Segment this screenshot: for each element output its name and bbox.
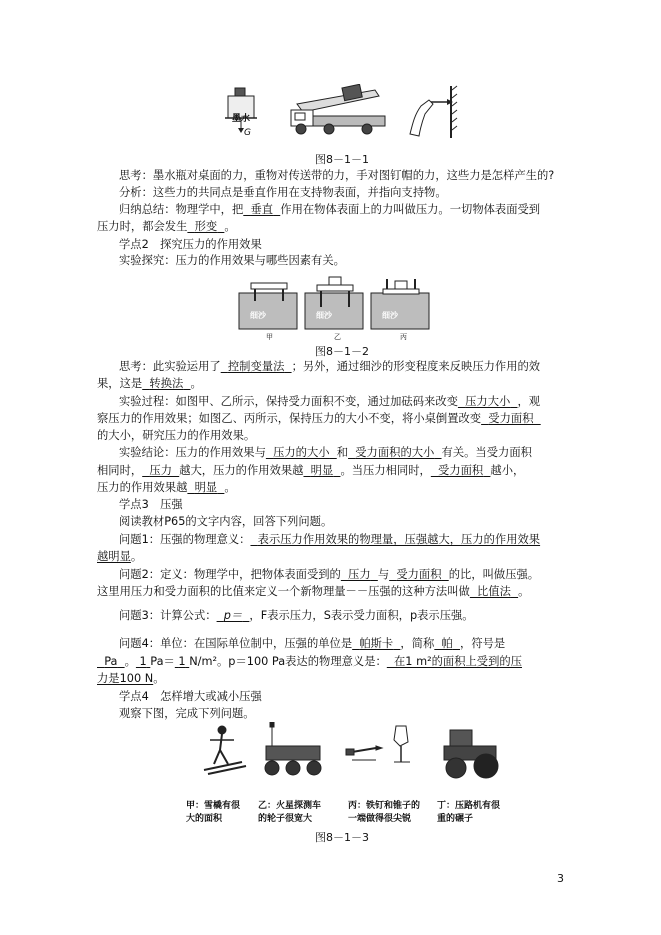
- text-run: 察压力的作用效果；如图乙、丙所示，保持压力的大小不变，将小桌倒置改变: [97, 412, 482, 425]
- text-run: 。: [224, 220, 236, 233]
- answer-text: 1: [178, 655, 186, 668]
- text-run: ，简称: [400, 637, 435, 650]
- sand-label-bing: 细沙: [382, 311, 398, 320]
- answer-text: 垂直: [250, 203, 274, 216]
- question-4-line-3: [97, 671, 165, 687]
- answer-text: 形变: [194, 220, 218, 233]
- caption-ding-line-2: 重的碾子: [437, 814, 474, 824]
- text-run: 作用在物体表面上的力叫做压力。一切物体表面受到: [280, 203, 541, 216]
- page-number: 3: [557, 872, 564, 885]
- answer-text: 压力的大小: [273, 446, 330, 459]
- conclusion-line-3: [97, 480, 236, 496]
- text-run: 压力时，都会发生: [97, 220, 188, 233]
- answer-text: 明显: [194, 481, 218, 494]
- text-run: 压力的作用效果越: [97, 481, 188, 494]
- conclusion-line-2: [97, 463, 524, 479]
- text-run: 归纳总结：物理学中，把: [119, 203, 244, 216]
- experiment-yi: [305, 277, 363, 329]
- text-run: 思考：此实验运用了: [119, 360, 221, 373]
- answer-blank: [136, 655, 150, 668]
- answer-text: 转换法: [149, 377, 184, 390]
- text-run: 这里用压力和受力面积的比值来定义一个新物理量－－压强的这种方法叫做: [97, 585, 470, 598]
- answer-blank: [387, 655, 522, 668]
- question-3-line: [119, 608, 474, 624]
- label-bing: 丙: [400, 333, 407, 341]
- sand-label-jia: 细沙: [250, 311, 266, 320]
- caption-bing-line-2: 一端做得很尖锐: [348, 814, 412, 824]
- caption-bing-line-1: 丙：铁钉和锥子的: [348, 801, 421, 811]
- answer-text: 压力: [149, 464, 172, 477]
- text-run: 。当压力相同时，: [340, 464, 431, 477]
- caption-yi-line-2: 的轮子很宽大: [258, 814, 313, 824]
- text-run: 相同时，: [97, 464, 143, 477]
- process-line-3: 的大小，研究压力的作用效果。: [97, 429, 256, 442]
- caption-yi-line-1: 乙：火星探测车: [258, 801, 322, 811]
- answer-text: 压力大小: [465, 395, 511, 408]
- skier-illustration: [204, 726, 246, 774]
- figure-8-1-1: [225, 84, 465, 140]
- caption-ding: [437, 800, 500, 826]
- experiment-bing: [371, 279, 429, 329]
- hand-pin-illustration: [394, 726, 410, 762]
- text-run: 越大，压力的作用效果越: [179, 464, 304, 477]
- text-run: 。: [130, 550, 143, 563]
- conclusion-line-1: [119, 445, 532, 461]
- answer-blank: [97, 655, 125, 668]
- process-line-2: [97, 411, 541, 427]
- figure-caption-8-1-2: 图8－1－2: [315, 345, 369, 358]
- answer-blank: [243, 203, 280, 216]
- figure-caption-8-1-1: 图8－1－1: [315, 153, 369, 166]
- experiment-jia: [239, 283, 297, 329]
- text-run: 问题3：计算公式：: [119, 609, 217, 622]
- text-run: 与: [377, 568, 390, 581]
- answer-text: 比值法: [477, 585, 511, 598]
- answer-text: 力是100 N: [97, 672, 154, 685]
- ink-bottle-label: 墨水: [232, 114, 251, 124]
- question-4-line-1: [119, 636, 505, 652]
- text-run: 问题4：单位：在国际单位制中，压强的单位是: [119, 637, 353, 650]
- answer-blank: [187, 220, 224, 233]
- observe-line: 观察下图，完成下列问题。: [119, 707, 255, 720]
- answer-text: 受力面积的大小: [355, 446, 435, 459]
- text-run: 。: [224, 481, 236, 494]
- road-roller-illustration: [444, 730, 498, 778]
- summary-line-1: [119, 202, 540, 218]
- section-4-title: 学点4 怎样增大或减小压强: [119, 690, 262, 703]
- answer-blank: [431, 464, 491, 477]
- answer-text: 压力: [348, 568, 371, 581]
- text-run: N/m²。p＝100 Pa表达的物理意义是：: [189, 655, 387, 668]
- answer-text: 受力面积: [396, 568, 442, 581]
- answer-blank: [470, 585, 518, 598]
- answer-text: 帕: [441, 637, 453, 650]
- caption-ding-line-1: 丁：压路机有很: [437, 801, 501, 811]
- answer-blank: [217, 609, 250, 622]
- text-run: 的比，叫做压强。: [448, 568, 540, 581]
- caption-bing: [348, 800, 420, 826]
- answer-blank: [481, 412, 541, 425]
- text-run: 。: [190, 377, 202, 390]
- section-3-title: 学点3 压强: [119, 498, 183, 511]
- answer-blank: [352, 637, 400, 650]
- think-line-2a: [119, 359, 540, 375]
- text-run: 越小，: [490, 464, 525, 477]
- think-line-2b: [97, 376, 202, 392]
- process-line-1: [119, 394, 540, 410]
- hand-pin-wall-illustration: [410, 86, 457, 138]
- question-2-line-1: [119, 567, 539, 583]
- answer-text: 在1 m²的面积上受到的压: [394, 655, 522, 668]
- answer-blank: [142, 464, 179, 477]
- answer-blank: [458, 395, 518, 408]
- question-2-line-2: [97, 584, 529, 600]
- question-1-line-1: [119, 532, 540, 548]
- answer-blank: [175, 655, 189, 668]
- answer-text: 控制变量法: [227, 360, 285, 373]
- think-line: 思考：墨水瓶对桌面的力，重物对传送带的力，手对图钉帽的力，这些力是怎样产生的?: [119, 169, 555, 182]
- answer-blank: [221, 360, 292, 373]
- text-run: Pa＝: [150, 655, 175, 668]
- answer-text: Pa: [104, 655, 118, 668]
- answer-blank: [187, 481, 224, 494]
- text-run: 。: [153, 672, 165, 685]
- question-1-line-2: [97, 549, 142, 565]
- answer-blank: [348, 446, 441, 459]
- text-run: ；另外，通过细沙的形变程度来反映压力作用的效: [291, 360, 541, 373]
- figure-caption-8-1-3: 图8－1－3: [315, 831, 369, 844]
- text-run: 问题1：压强的物理意义：: [119, 533, 251, 546]
- truck-conveyor-illustration: [291, 84, 385, 134]
- caption-jia-line-2: 大的面积: [186, 814, 223, 824]
- caption-jia-line-1: 甲：雪橇有很: [186, 801, 241, 811]
- caption-yi: [258, 800, 321, 826]
- answer-blank: [266, 446, 337, 459]
- label-jia: 甲: [266, 333, 273, 341]
- answer-blank: [341, 568, 378, 581]
- answer-text: 受力面积: [438, 464, 484, 477]
- text-run: ，符号是: [460, 637, 506, 650]
- sand-label-yi: 细沙: [316, 311, 332, 320]
- text-run: ，观: [517, 395, 541, 408]
- answer-text: 明显: [310, 464, 334, 477]
- figure-8-1-2: [237, 273, 433, 341]
- summary-line-2: [97, 219, 236, 235]
- analysis-line: 分析：这些力的共同点是垂直作用在支持物表面，并指向支持物。: [119, 186, 447, 199]
- text-run: 和: [336, 446, 349, 459]
- answer-text: 1: [139, 655, 147, 668]
- mars-rover-illustration: [265, 722, 321, 775]
- nail-awl-illustration: [346, 746, 382, 760]
- answer-blank: [434, 637, 460, 650]
- text-run: 有关。当受力面积: [441, 446, 532, 459]
- answer-blank: [250, 533, 540, 546]
- section-2-title: 学点2 探究压力的作用效果: [119, 238, 262, 251]
- text-run: 果，这是: [97, 377, 143, 390]
- answer-blank: [142, 377, 190, 390]
- read-line: 阅读教材P65的文字内容，回答下列问题。: [119, 515, 333, 528]
- question-4-line-2: [97, 654, 522, 670]
- text-run: 实验结论：压力的作用效果与: [119, 446, 266, 459]
- text-run: 问题2：定义：物理学中，把物体表面受到的: [119, 568, 341, 581]
- figure-8-1-3: [200, 722, 500, 784]
- text-run: 。: [124, 655, 136, 668]
- answer-blank: [303, 464, 340, 477]
- explore-line: 实验探究：压力的作用效果与哪些因素有关。: [119, 254, 345, 267]
- text-run: ，F表示压力，S表示受力面积，p表示压强。: [249, 609, 474, 622]
- formula-text: p＝: [223, 609, 243, 622]
- answer-text: 表示压力作用效果的物理量，压强越大，压力的作用效果: [257, 533, 541, 546]
- answer-blank: [389, 568, 449, 581]
- text-run: 实验过程：如图甲、乙所示，保持受力面积不变，通过加砝码来改变: [119, 395, 458, 408]
- gravity-label: G: [244, 128, 251, 138]
- answer-text: 越明显: [97, 550, 131, 563]
- answer-text: 帕斯卡: [359, 637, 394, 650]
- answer-text: 受力面积: [488, 412, 534, 425]
- label-yi: 乙: [334, 333, 341, 341]
- text-run: 。: [518, 585, 530, 598]
- caption-jia: [186, 800, 240, 826]
